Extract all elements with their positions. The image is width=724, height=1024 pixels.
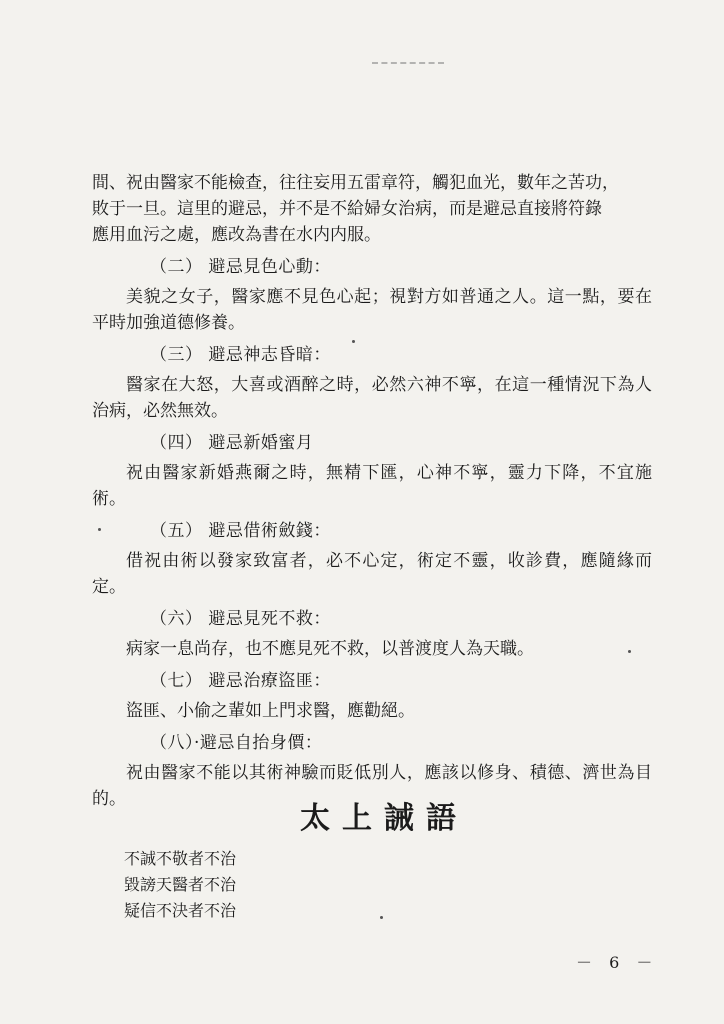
- section-body: 借祝由術以發家致富者，必不心定，術定不靈，收診費，應隨緣而定。: [92, 551, 652, 597]
- section-heading: （四） 避忌新婚蜜月: [150, 433, 314, 453]
- scan-speck: [98, 528, 101, 531]
- section-heading: （六） 避忌見死不救：: [150, 609, 331, 629]
- page-number: － 6 －: [576, 953, 659, 972]
- section-body: 祝由醫家不能以其術神驗而貶低別人，應該以修身、積德、濟世為目的。: [92, 763, 652, 809]
- section-heading: （二） 避忌見色心動：: [150, 257, 331, 277]
- section-body: 醫家在大怒，大喜或酒醉之時，必然六神不寧，在這一種情況下為人治病，必然無效。: [92, 375, 652, 421]
- section-heading: （三） 避忌神志昏暗：: [150, 345, 331, 365]
- slogan-item: 不誠不敬者不治: [124, 849, 237, 868]
- intro-line: 應用血污之處，應改為書在水内内服。: [92, 225, 381, 245]
- section-heading: （五） 避忌借術斂錢：: [150, 521, 331, 541]
- section-body: 祝由醫家新婚燕爾之時，無精下匯，心神不寧，靈力下降，不宜施術。: [92, 463, 652, 509]
- page-title: 太上誡語: [300, 801, 468, 836]
- section-body: 美貌之女子，醫家應不見色心起；視對方如普通之人。這一點，要在平時加強道德修養。: [92, 287, 652, 333]
- scan-speck: [380, 916, 383, 919]
- top-scan-mark: [372, 62, 444, 66]
- section-heading: （八）·避忌自抬身價：: [150, 733, 323, 753]
- scan-speck: [352, 340, 355, 343]
- body-text: [92, 170, 652, 812]
- slogan-list: [124, 846, 236, 924]
- slogan-item: 毀謗天醫者不治: [124, 875, 237, 894]
- section-body: 病家一息尚存，也不應見死不救，以普渡度人為天職。: [126, 639, 534, 659]
- section-body: 盜匪、小偷之輩如上門求醫，應勸絕。: [126, 701, 415, 721]
- section-heading: （七） 避忌治療盜匪：: [150, 671, 331, 691]
- scan-speck: [628, 650, 631, 653]
- intro-line: 敗于一旦。這里的避忌，并不是不給婦女治病，而是避忌直接將符錄: [92, 199, 602, 219]
- intro-line: 間、祝由醫家不能檢查，往往妄用五雷章符，觸犯血光，數年之苦功，: [92, 173, 619, 193]
- slogan-item: 疑信不決者不治: [124, 901, 237, 920]
